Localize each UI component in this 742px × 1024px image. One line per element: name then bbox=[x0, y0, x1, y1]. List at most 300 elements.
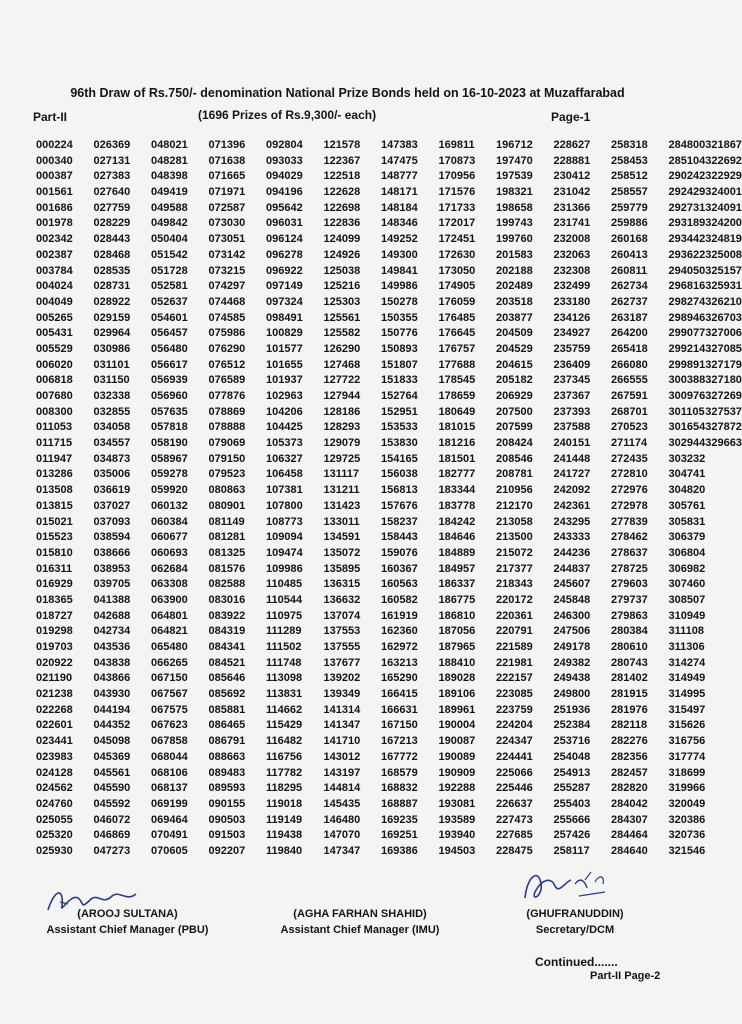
bond-number: 045592 bbox=[93, 797, 131, 810]
bond-number: 149986 bbox=[381, 280, 418, 293]
bond-number: 107800 bbox=[266, 499, 303, 512]
signature-block-2 bbox=[265, 906, 455, 938]
signatory-title: Assistant Chief Manager (PBU) bbox=[46, 924, 209, 936]
bond-number: 038953 bbox=[93, 562, 131, 575]
bond-number: 224204 bbox=[496, 719, 533, 732]
bond-number: 041388 bbox=[93, 593, 131, 606]
bond-number: 092804 bbox=[266, 139, 303, 151]
bond-number: 324091 bbox=[705, 201, 742, 214]
bond-number: 212170 bbox=[496, 499, 533, 512]
bond-number: 122518 bbox=[323, 170, 361, 183]
bond-number: 028731 bbox=[93, 280, 131, 293]
bond-number: 237367 bbox=[553, 390, 591, 402]
bond-number: 173050 bbox=[438, 264, 476, 277]
bond-number: 303232 bbox=[668, 452, 706, 465]
bond-number: 208546 bbox=[496, 452, 533, 465]
bond-number: 176757 bbox=[438, 342, 476, 355]
bond-number: 292731 bbox=[668, 201, 706, 214]
bond-number: 071665 bbox=[208, 170, 246, 183]
bond-number: 184957 bbox=[438, 562, 476, 575]
bond-number: 247506 bbox=[553, 625, 591, 638]
bond-number: 189106 bbox=[438, 688, 476, 701]
bond-number: 070491 bbox=[151, 829, 188, 842]
bond-number: 032855 bbox=[93, 405, 131, 418]
bond-number: 249438 bbox=[553, 672, 591, 685]
bond-number: 071638 bbox=[208, 154, 246, 167]
bond-number: 315626 bbox=[668, 719, 706, 732]
bond-number: 034557 bbox=[93, 437, 131, 450]
bond-number: 222157 bbox=[496, 672, 533, 685]
bond-number: 224347 bbox=[496, 735, 533, 748]
page-label: Page-1 bbox=[551, 110, 591, 124]
bond-number: 027383 bbox=[93, 170, 131, 183]
bond-number: 282118 bbox=[611, 719, 648, 732]
bond-number: 045590 bbox=[93, 782, 131, 795]
bond-number: 035006 bbox=[93, 468, 131, 481]
bond-number: 137074 bbox=[323, 609, 361, 622]
bond-number: 051542 bbox=[151, 248, 188, 261]
bond-number: 189961 bbox=[438, 703, 476, 716]
bond-number: 058190 bbox=[151, 437, 188, 450]
bond-number: 199760 bbox=[496, 233, 533, 246]
bond-number: 060693 bbox=[151, 546, 188, 559]
bond-number: 190004 bbox=[438, 719, 476, 732]
signatory-title: Secretary/DCM bbox=[535, 924, 615, 936]
bond-number: 023441 bbox=[36, 735, 73, 748]
bond-number: 027131 bbox=[93, 154, 131, 167]
bond-number: 042688 bbox=[93, 609, 131, 622]
bond-number: 160563 bbox=[381, 578, 418, 591]
bond-number: 158237 bbox=[381, 515, 418, 528]
bond-number: 268701 bbox=[611, 405, 648, 418]
bond-number: 016929 bbox=[36, 578, 73, 591]
bond-number: 271174 bbox=[611, 437, 648, 450]
bond-number: 060677 bbox=[151, 531, 188, 544]
bond-number: 043536 bbox=[93, 641, 131, 653]
bond-number: 068044 bbox=[151, 750, 188, 763]
bond-number: 183344 bbox=[438, 484, 476, 497]
bond-number: 311306 bbox=[668, 641, 705, 653]
bond-number: 232063 bbox=[553, 248, 591, 261]
bond-number: 262737 bbox=[611, 295, 648, 308]
bond-number: 101577 bbox=[266, 342, 303, 355]
bond-number: 244236 bbox=[553, 546, 591, 559]
bond-number: 258512 bbox=[611, 170, 648, 183]
bond-number: 251936 bbox=[553, 703, 591, 716]
bond-number: 146480 bbox=[323, 813, 361, 826]
bond-number: 119149 bbox=[266, 813, 303, 826]
bond-number: 000340 bbox=[36, 154, 73, 167]
bond-number: 150776 bbox=[381, 327, 418, 340]
bond-number: 141710 bbox=[323, 735, 361, 748]
bond-number: 227473 bbox=[496, 813, 533, 826]
bond-number: 056617 bbox=[151, 358, 188, 371]
bond-number: 076589 bbox=[208, 374, 246, 387]
bond-number: 137555 bbox=[323, 641, 361, 653]
bond-number: 133011 bbox=[323, 515, 360, 528]
bond-number: 048398 bbox=[151, 170, 188, 183]
bond-number: 015523 bbox=[36, 531, 73, 544]
bond-number: 075986 bbox=[208, 327, 246, 340]
bond-number: 150355 bbox=[381, 311, 418, 324]
bond-number: 005529 bbox=[36, 342, 73, 355]
bond-number: 280743 bbox=[611, 656, 648, 669]
bond-number: 018365 bbox=[36, 593, 73, 606]
bond-number: 081325 bbox=[208, 546, 246, 559]
bond-number: 237588 bbox=[553, 421, 591, 434]
bond-number: 266080 bbox=[611, 358, 648, 371]
bond-number: 293189 bbox=[668, 217, 706, 230]
bond-number: 148171 bbox=[381, 186, 418, 199]
bond-number: 150893 bbox=[381, 342, 418, 355]
bond-number: 246300 bbox=[553, 609, 591, 622]
bond-number: 072587 bbox=[208, 201, 246, 214]
bond-number: 128186 bbox=[323, 405, 361, 418]
bond-number: 110485 bbox=[266, 578, 303, 591]
bond-number: 324200 bbox=[705, 217, 742, 230]
bond-number: 073051 bbox=[208, 233, 246, 246]
bond-number: 085692 bbox=[208, 688, 246, 701]
bond-number: 118295 bbox=[266, 782, 303, 795]
bond-number: 327085 bbox=[705, 342, 742, 355]
bond-number: 162972 bbox=[381, 641, 418, 653]
bond-number: 079150 bbox=[208, 452, 246, 465]
bond-number: 327269 bbox=[705, 390, 742, 402]
bond-number: 147347 bbox=[323, 844, 361, 857]
bond-number: 174905 bbox=[438, 280, 476, 293]
bond-number: 104206 bbox=[266, 405, 303, 418]
bond-number: 105373 bbox=[266, 437, 303, 450]
bond-number: 284464 bbox=[611, 829, 648, 842]
bond-number: 117782 bbox=[266, 766, 303, 779]
bond-number: 077876 bbox=[208, 390, 246, 402]
bond-number: 272978 bbox=[611, 499, 648, 512]
bond-number: 046869 bbox=[93, 829, 131, 842]
bond-number: 228881 bbox=[553, 154, 591, 167]
bond-number: 127468 bbox=[323, 358, 361, 371]
bond-number: 089593 bbox=[208, 782, 246, 795]
bond-number: 281915 bbox=[611, 688, 648, 701]
bond-number: 121578 bbox=[323, 139, 361, 151]
bond-number: 044194 bbox=[93, 703, 131, 716]
bond-number: 005265 bbox=[36, 311, 73, 324]
bond-number: 270523 bbox=[611, 421, 648, 434]
bond-number: 245607 bbox=[553, 578, 591, 591]
bond-number: 106458 bbox=[266, 468, 303, 481]
bond-number: 180649 bbox=[438, 405, 476, 418]
bond-number: 199743 bbox=[496, 217, 533, 230]
bond-number: 192288 bbox=[438, 782, 476, 795]
bond-number: 022268 bbox=[36, 703, 73, 716]
bond-number: 023983 bbox=[36, 750, 73, 763]
bond-number: 073215 bbox=[208, 264, 246, 277]
bond-number: 081281 bbox=[208, 531, 246, 544]
bond-number: 043866 bbox=[93, 672, 131, 685]
bond-number: 231042 bbox=[553, 186, 591, 199]
bond-number: 324001 bbox=[705, 186, 742, 199]
bond-number: 069199 bbox=[151, 797, 188, 810]
bond-number: 052637 bbox=[151, 295, 188, 308]
bond-number: 203518 bbox=[496, 295, 533, 308]
bond-number: 278637 bbox=[611, 546, 648, 559]
bond-number: 076512 bbox=[208, 358, 246, 371]
bond-number: 278725 bbox=[611, 562, 648, 575]
bond-number: 056939 bbox=[151, 374, 188, 387]
bond-number: 258557 bbox=[611, 186, 648, 199]
bond-number: 249178 bbox=[553, 641, 591, 653]
bond-number: 301105 bbox=[668, 405, 705, 418]
bond-number: 252384 bbox=[553, 719, 591, 732]
bond-number: 284042 bbox=[611, 797, 648, 810]
bond-number: 169386 bbox=[381, 844, 418, 857]
bond-number: 020922 bbox=[36, 656, 73, 669]
bond-number: 223085 bbox=[496, 688, 533, 701]
bond-number: 178659 bbox=[438, 390, 476, 402]
bond-number: 011053 bbox=[36, 421, 73, 434]
bond-number: 227685 bbox=[496, 829, 533, 842]
bond-number: 299891 bbox=[668, 358, 706, 371]
bond-number: 067623 bbox=[151, 719, 188, 732]
bond-number: 018727 bbox=[36, 609, 73, 622]
bond-number: 207500 bbox=[496, 405, 533, 418]
bond-number: 259779 bbox=[611, 201, 648, 214]
bond-number: 218343 bbox=[496, 578, 533, 591]
bond-number: 167213 bbox=[381, 735, 418, 748]
bond-number: 031101 bbox=[93, 358, 130, 371]
bond-number: 306804 bbox=[668, 546, 706, 559]
bond-number: 316756 bbox=[668, 735, 706, 748]
bond-number: 127944 bbox=[323, 390, 361, 402]
bond-number: 147475 bbox=[381, 154, 418, 167]
bond-number: 255403 bbox=[553, 797, 591, 810]
bond-number: 148346 bbox=[381, 217, 418, 230]
bond-number: 024760 bbox=[36, 797, 73, 810]
bond-number: 110975 bbox=[266, 609, 303, 622]
bond-number: 024562 bbox=[36, 782, 73, 795]
bond-number: 107381 bbox=[266, 484, 303, 497]
bond-number: 255287 bbox=[553, 782, 591, 795]
bond-number: 131117 bbox=[323, 468, 359, 481]
bond-number: 152764 bbox=[381, 390, 418, 402]
bond-number: 240151 bbox=[553, 437, 591, 450]
bond-number: 163213 bbox=[381, 656, 418, 669]
bond-number: 011715 bbox=[36, 437, 73, 450]
bond-number: 234126 bbox=[553, 311, 591, 324]
bond-number: 119018 bbox=[266, 797, 303, 810]
bond-number: 320736 bbox=[668, 829, 706, 842]
bond-number: 272976 bbox=[611, 484, 648, 497]
bond-number: 083922 bbox=[208, 609, 246, 622]
bond-number: 224441 bbox=[496, 750, 533, 763]
bond-number: 327872 bbox=[705, 421, 742, 434]
bond-number: 137553 bbox=[323, 625, 361, 638]
bond-number: 244837 bbox=[553, 562, 591, 575]
bond-number: 186775 bbox=[438, 593, 476, 606]
bond-number: 220172 bbox=[496, 593, 533, 606]
bond-number: 114662 bbox=[266, 703, 303, 716]
bond-number: 081149 bbox=[208, 515, 245, 528]
bond-number: 147383 bbox=[381, 139, 418, 151]
bond-number: 116482 bbox=[266, 735, 303, 748]
bond-number: 071971 bbox=[208, 186, 246, 199]
bond-number: 321546 bbox=[668, 844, 706, 857]
bond-number: 125561 bbox=[323, 311, 361, 324]
bond-number: 005431 bbox=[36, 327, 73, 340]
bond-number: 134591 bbox=[323, 531, 361, 544]
bond-number: 122628 bbox=[323, 186, 361, 199]
bond-number: 129079 bbox=[323, 437, 361, 450]
bond-number: 148777 bbox=[381, 170, 418, 183]
bond-number: 310949 bbox=[668, 609, 706, 622]
bond-number: 021238 bbox=[36, 688, 73, 701]
bond-number: 004049 bbox=[36, 295, 73, 308]
bond-number: 243333 bbox=[553, 531, 591, 544]
bond-number: 317774 bbox=[668, 750, 706, 763]
bond-number: 284800 bbox=[668, 139, 706, 151]
signature-block-3 bbox=[500, 906, 650, 938]
bond-number: 166631 bbox=[381, 703, 418, 716]
bond-number: 170956 bbox=[438, 170, 476, 183]
bond-number: 088663 bbox=[208, 750, 246, 763]
bond-number: 176485 bbox=[438, 311, 476, 324]
bond-number: 008300 bbox=[36, 405, 73, 418]
bond-number: 065480 bbox=[151, 641, 188, 653]
bond-number: 305761 bbox=[668, 499, 706, 512]
bond-number: 217377 bbox=[496, 562, 533, 575]
bond-number: 082588 bbox=[208, 578, 246, 591]
bond-number: 062684 bbox=[151, 562, 188, 575]
next-page-label: Part-II Page-2 bbox=[590, 970, 661, 982]
bond-number: 015021 bbox=[36, 515, 73, 528]
bond-number: 063308 bbox=[151, 578, 188, 591]
bond-number: 003784 bbox=[36, 264, 73, 277]
draw-title: 96th Draw of Rs.750/- denomination National Prize Bonds held on 16-10-2023 at Muzaffarabad bbox=[70, 86, 625, 100]
bond-number: 028443 bbox=[93, 233, 131, 246]
bond-number: 136632 bbox=[323, 593, 361, 606]
bond-number: 013508 bbox=[36, 484, 73, 497]
bond-number: 254048 bbox=[553, 750, 591, 763]
bond-number: 056480 bbox=[151, 342, 188, 355]
bond-number: 196712 bbox=[496, 139, 533, 151]
bond-number: 122698 bbox=[323, 201, 361, 214]
bond-number: 272435 bbox=[611, 452, 648, 465]
bond-number: 101937 bbox=[266, 374, 303, 387]
bond-number: 030986 bbox=[93, 342, 131, 355]
bond-number: 182777 bbox=[438, 468, 476, 481]
bond-number: 051728 bbox=[151, 264, 188, 277]
bond-number: 255666 bbox=[553, 813, 591, 826]
bond-number: 060132 bbox=[151, 499, 188, 512]
bond-number: 306379 bbox=[668, 531, 706, 544]
bond-number: 326703 bbox=[705, 311, 742, 324]
bond-number: 086791 bbox=[208, 735, 246, 748]
bond-number: 298274 bbox=[668, 295, 706, 308]
bond-number: 015810 bbox=[36, 546, 73, 559]
bond-number: 193940 bbox=[438, 829, 476, 842]
bond-number: 206929 bbox=[496, 390, 533, 402]
bond-number: 032338 bbox=[93, 390, 131, 402]
bond-number: 302944 bbox=[668, 437, 706, 450]
bond-number: 292429 bbox=[668, 186, 706, 199]
bond-number: 325157 bbox=[705, 264, 742, 277]
bond-number: 153533 bbox=[381, 421, 418, 434]
bond-number: 170873 bbox=[438, 154, 476, 167]
bond-number: 318699 bbox=[668, 766, 706, 779]
bond-number: 223759 bbox=[496, 703, 533, 716]
bond-number: 097149 bbox=[266, 280, 303, 293]
bond-number: 186810 bbox=[438, 609, 476, 622]
bond-number: 279603 bbox=[611, 578, 648, 591]
bond-number: 272810 bbox=[611, 468, 648, 481]
continued-note: Continued....... bbox=[535, 955, 618, 969]
bond-number: 094029 bbox=[266, 170, 303, 183]
bond-number: 083016 bbox=[208, 593, 246, 606]
bond-number: 135072 bbox=[323, 546, 361, 559]
bond-number: 026369 bbox=[93, 139, 131, 151]
bond-number: 025930 bbox=[36, 844, 73, 857]
bond-number: 064801 bbox=[151, 609, 188, 622]
bond-number: 002342 bbox=[36, 233, 73, 246]
bond-number: 057818 bbox=[151, 421, 188, 434]
bond-number: 057635 bbox=[151, 405, 188, 418]
bond-number: 157676 bbox=[381, 499, 418, 512]
bond-number: 207599 bbox=[496, 421, 533, 434]
bond-number: 194503 bbox=[438, 844, 476, 857]
bond-number: 232008 bbox=[553, 233, 591, 246]
bond-number: 110544 bbox=[266, 593, 303, 606]
bond-number: 025320 bbox=[36, 829, 73, 842]
bond-number: 000387 bbox=[36, 170, 73, 183]
bond-number: 006818 bbox=[36, 374, 73, 387]
bond-number: 228475 bbox=[496, 844, 533, 857]
bond-number: 122367 bbox=[323, 154, 361, 167]
bond-number: 314274 bbox=[668, 656, 706, 669]
bond-number: 198658 bbox=[496, 201, 533, 214]
bond-number: 329663 bbox=[705, 437, 742, 450]
bond-number: 001686 bbox=[36, 201, 73, 214]
bond-number: 125582 bbox=[323, 327, 361, 340]
bond-number: 111502 bbox=[266, 641, 302, 653]
bond-number: 128293 bbox=[323, 421, 361, 434]
bond-number: 043930 bbox=[93, 688, 131, 701]
bond-number: 021190 bbox=[36, 672, 73, 685]
bond-number: 037093 bbox=[93, 515, 131, 528]
bond-number: 277839 bbox=[611, 515, 648, 528]
bond-number: 084341 bbox=[208, 641, 246, 653]
bond-number: 046072 bbox=[93, 813, 131, 826]
bond-number: 327537 bbox=[705, 405, 742, 418]
bond-number: 205182 bbox=[496, 374, 533, 387]
bond-number: 048281 bbox=[151, 154, 188, 167]
bond-number: 305831 bbox=[668, 515, 706, 528]
bond-number: 204615 bbox=[496, 358, 533, 371]
bond-number: 284640 bbox=[611, 844, 648, 857]
bond-number: 226637 bbox=[496, 797, 533, 810]
bond-number: 059920 bbox=[151, 484, 188, 497]
bond-number: 045098 bbox=[93, 735, 131, 748]
prize-subtitle: (1696 Prizes of Rs.9,300/- each) bbox=[198, 108, 377, 122]
bond-number: 049419 bbox=[151, 186, 188, 199]
bond-number: 085646 bbox=[208, 672, 246, 685]
bond-number: 129725 bbox=[323, 452, 361, 465]
bond-number: 007680 bbox=[36, 390, 73, 402]
bond-number: 293442 bbox=[668, 233, 706, 246]
bond-number: 253716 bbox=[553, 735, 591, 748]
bond-number: 169251 bbox=[381, 829, 418, 842]
bond-number: 050404 bbox=[151, 233, 188, 246]
bond-number: 151807 bbox=[381, 358, 418, 371]
bond-number: 213500 bbox=[496, 531, 533, 544]
